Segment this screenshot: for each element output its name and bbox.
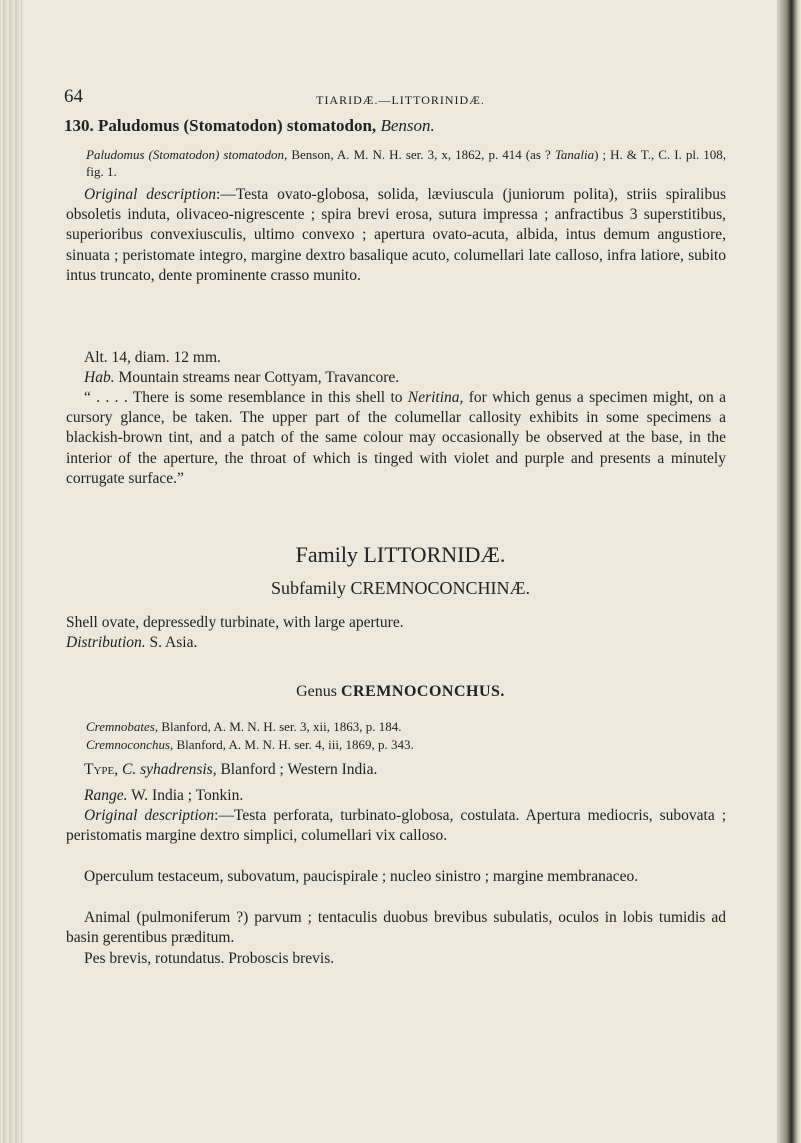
quote-part-a: “ . . . . There is some resemblance in this shell to [84,389,403,406]
range-label: Range. [84,787,128,804]
dist-text: S. Asia. [149,634,198,651]
genus-animal: Animal (pulmoniferum ?) parvum ; tentaculis duobus brevibus subulatis, oculos in lobis tumidis ad basin gerentibus præditum. [66,909,726,947]
syn-species: stomatodon, [223,147,288,162]
page-edge-left [0,0,22,1143]
page-number: 64 [64,86,83,107]
orig-label: Original description [84,186,217,203]
family-description: Shell ovate, depressedly turbinate, with large aperture. [66,614,404,631]
genus-orig-text: :—Testa perforata, turbinato-globosa, costulata. Apertura mediocris, subovata ; peristomatis margine dextro simplici, columellari vix calloso. [66,807,727,845]
hab-label: Hab. [84,369,115,386]
species-dimensions: Alt. 14, diam. 12 mm. [84,349,221,366]
type-label: Type, [84,761,119,778]
type-species: C. syhadrensis, [122,761,217,778]
syn-ref: Benson, A. M. N. H. ser. 3, x, 1862, p. 414 (as ? [291,147,551,162]
genus-name: CREMNOCONCHUS. [341,683,505,700]
genus-label: Genus [296,683,337,700]
species-heading [64,116,724,136]
range-text: W. India ; Tonkin. [131,787,244,804]
syn1-name: Cremnobates, [86,719,159,734]
genus-operculum: Operculum testaceum, subovatum, paucispirale ; nucleo sinistro ; margine membranaceo. [84,868,639,885]
running-title: TIARIDÆ.—LITTORINIDÆ. [316,93,485,107]
genus-range [84,786,724,806]
page-edge-right [777,0,801,1143]
syn-subgenus: (Stomatodon) [148,147,220,162]
genus-synonym-2 [86,736,726,753]
syn-end: ) ; H. & T., C. I. pl. 108, fig. 1. [86,147,727,179]
dist-label: Distribution. [66,634,146,651]
quote-part-b: for which genus a specimen might, on a cursory glance, be taken. The upper part of the columellar callosity exhibits in some specimens a blackish-brown tint, and a patch of the same colour may occasionally be observed at the base, in the interior of the aperture, the throat of which is tinged with violet and purple and presents a minutely corrugate surface.” [66,389,727,487]
family-distribution [66,633,726,653]
genus-type [84,760,724,780]
species-original-description [66,185,726,286]
family-heading: Family LITTORNIDÆ. [295,542,506,567]
hab-text: Mountain streams near Cottyam, Travancore. [118,369,400,386]
genus-original-description [66,806,726,846]
genus-heading [0,683,801,701]
syn2-ref: Blanford, A. M. N. H. ser. 4, iii, 1869, p. 343. [176,737,414,752]
type-text: Blanford ; Western India. [220,761,378,778]
genus-orig-label: Original description [84,807,215,824]
subfamily-heading: Subfamily CREMNOCONCHINÆ. [270,578,530,598]
species-number: 130. [64,116,94,135]
species-habitat [84,368,724,388]
species-synonymy [86,146,726,180]
orig-text: :—Testa ovato-globosa, solida, læviuscula (juniorum polita), striis spiralibus obsoletis induta, olivaceo-nigrescente ; spira brevi erosa, sutura impressa ; anfractibus 3 superstitibus, superioribus convexiusculis, ultimo convexo ; apertura ovato-acuta, albida, intus demum angustiore, sinuata ; peristomate integro, margine dextro basalique acuto, columellari late calloso, infra latiore, subito intus truncato, dente prominente crasso munito. [66,186,726,284]
syn-tanalia: Tanalia [554,147,595,162]
species-author: Benson. [380,116,435,135]
syn1-ref: Blanford, A. M. N. H. ser. 3, xii, 1863, p. 184. [161,719,402,734]
syn-genus: Paludomus [86,147,145,162]
syn2-name: Cremnoconchus, [86,737,174,752]
genus-synonym-1 [86,718,726,735]
genus-pes: Pes brevis, rotundatus. Proboscis brevis. [84,950,335,967]
species-quote [66,388,726,489]
species-title: Paludomus (Stomatodon) stomatodon, [98,116,377,135]
quote-neritina: Neritina, [407,389,464,406]
